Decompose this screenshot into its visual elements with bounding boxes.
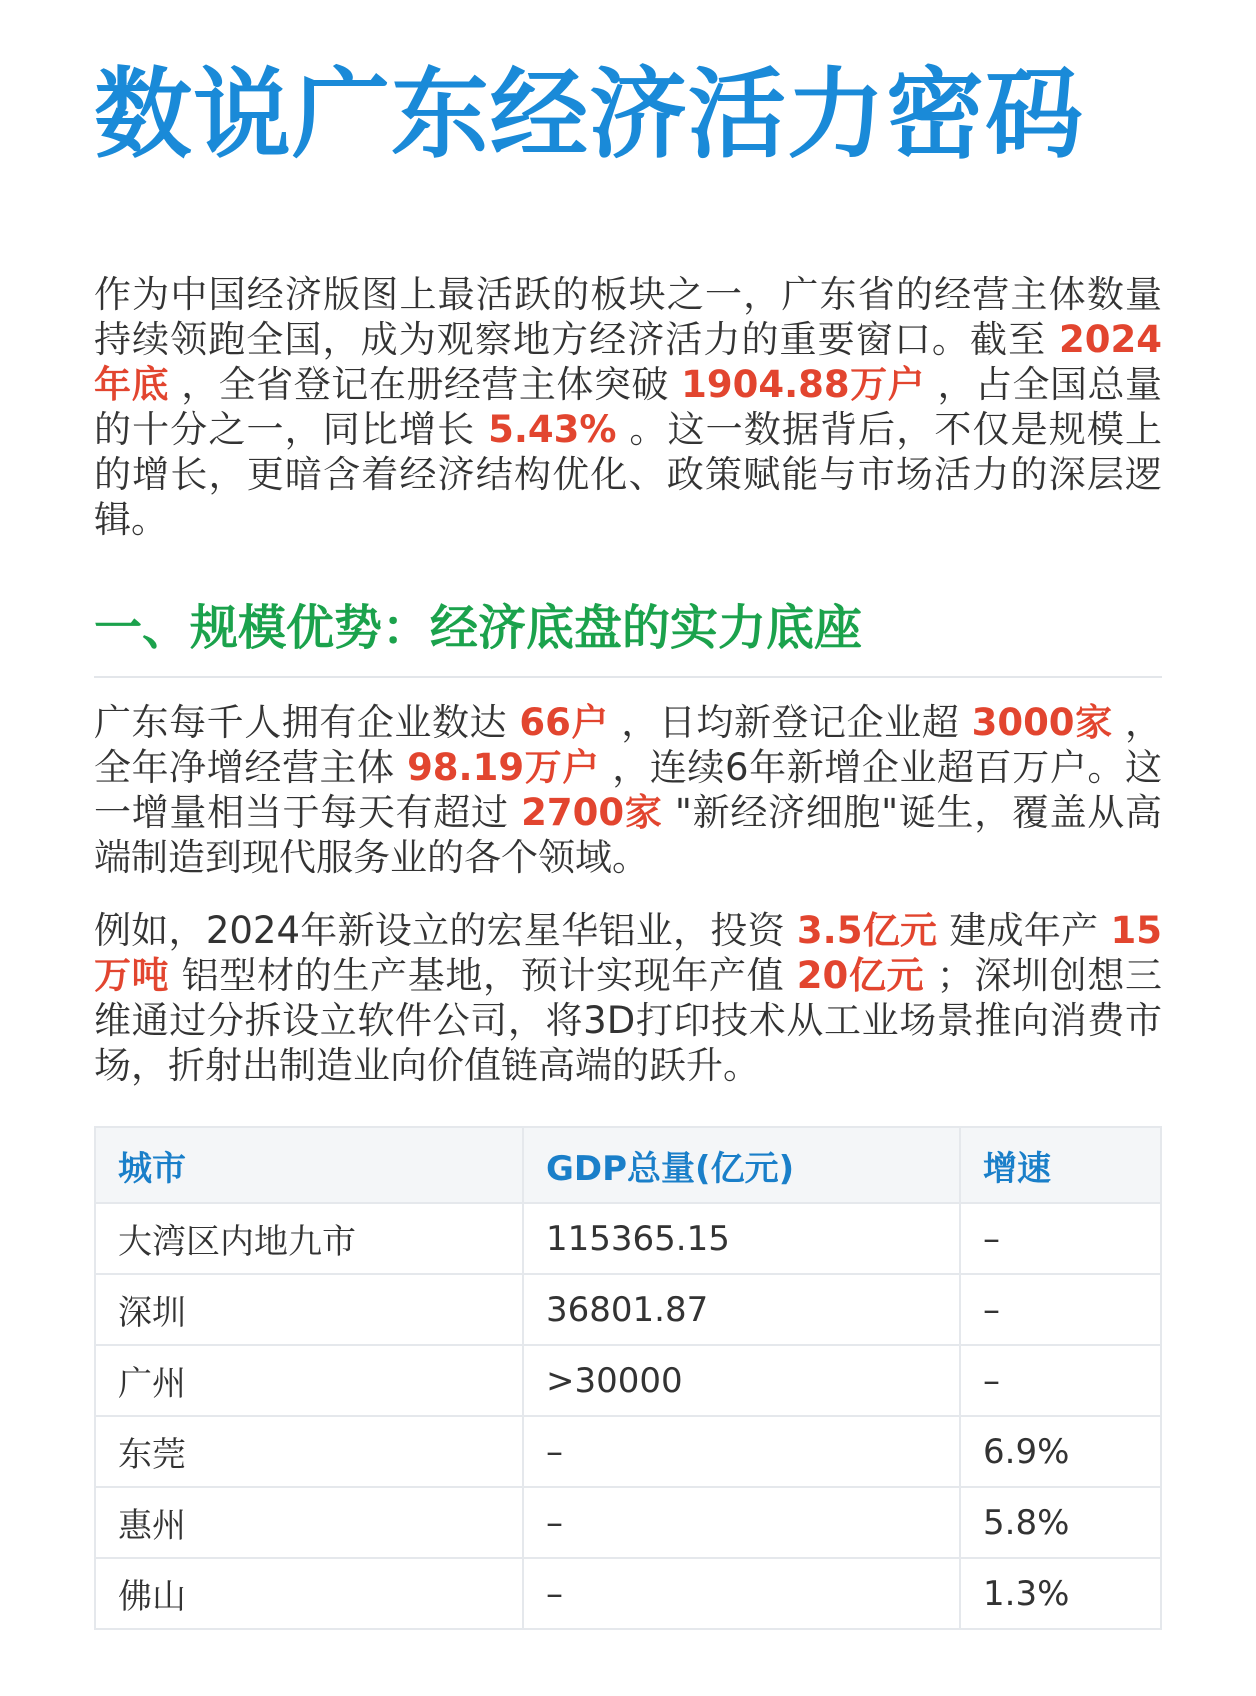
intro-text: ，全省登记在册经营主体突破 — [169, 363, 682, 406]
table-row — [95, 1416, 1161, 1487]
table-row — [95, 1345, 1161, 1416]
cell-gdp: – — [523, 1558, 960, 1629]
highlight-growth-rate: 5.43% — [488, 408, 617, 451]
intro-paragraph — [94, 272, 1162, 542]
highlight-value: 3000家 — [971, 701, 1113, 744]
paragraph-text: "新经济细胞"诞生，覆盖从高端制造到现代服务业的各个领域。 — [94, 791, 1162, 879]
table-row — [95, 1558, 1161, 1629]
paragraph-text: ，日均新登记企业超 — [608, 701, 972, 744]
cell-city: 深圳 — [95, 1274, 523, 1345]
cell-growth: – — [960, 1345, 1161, 1416]
cell-gdp: 115365.15 — [523, 1203, 960, 1274]
highlight-value: 3.5亿元 — [796, 909, 938, 952]
gdp-table — [94, 1126, 1162, 1630]
intro-text: ，占全国总量的十分之一，同比增长 — [94, 363, 1162, 451]
page-title: 数说广东经济活力密码 — [94, 58, 1085, 172]
table-row — [95, 1203, 1161, 1274]
paragraph-text: 建成年产 — [937, 909, 1111, 952]
highlight-value: 2700家 — [521, 791, 663, 834]
paragraph-text: 广东每千人拥有企业数达 — [94, 701, 520, 744]
section-divider — [94, 676, 1162, 678]
table-header-row — [95, 1127, 1161, 1203]
body-paragraph — [94, 700, 1162, 880]
intro-text: 。这一数据背后，不仅是规模上的增长，更暗含着经济结构优化、政策赋能与市场活力的深层逻辑。 — [94, 408, 1162, 541]
column-header-city: 城市 — [95, 1127, 523, 1203]
cell-gdp: – — [523, 1416, 960, 1487]
highlight-year: 2024年底 — [94, 318, 1162, 406]
table-row — [95, 1274, 1161, 1345]
cell-city: 佛山 — [95, 1558, 523, 1629]
intro-text: 作为中国经济版图上最活跃的板块之一，广东省的经营主体数量持续领跑全国，成为观察地方经济活力的重要窗口。截至 — [94, 273, 1162, 361]
highlight-value: 20亿元 — [796, 954, 925, 997]
cell-gdp: – — [523, 1487, 960, 1558]
paragraph-text: 例如，2024年新设立的宏星华铝业，投资 — [94, 909, 797, 952]
cell-city: 东莞 — [95, 1416, 523, 1487]
highlight-value: 98.19万户 — [407, 746, 600, 789]
highlight-value: 66户 — [519, 701, 609, 744]
cell-growth: 6.9% — [960, 1416, 1161, 1487]
paragraph-text: ，全年净增经营主体 — [94, 701, 1162, 789]
cell-city: 大湾区内地九市 — [95, 1203, 523, 1274]
section-title: 一、规模优势：经济底盘的实力底座 — [94, 600, 863, 656]
paragraph-text: 铝型材的生产基地，预计实现年产值 — [169, 954, 797, 997]
column-header-growth: 增速 — [960, 1127, 1161, 1203]
body-paragraph — [94, 908, 1162, 1088]
table-row — [95, 1487, 1161, 1558]
cell-city: 广州 — [95, 1345, 523, 1416]
highlight-value: 15万吨 — [94, 909, 1162, 997]
paragraph-text: ，连续6年新增企业超百万户。这一增量相当于每天有超过 — [94, 746, 1162, 834]
highlight-total-entities: 1904.88万户 — [681, 363, 926, 406]
cell-growth: – — [960, 1274, 1161, 1345]
paragraph-text: ；深圳创想三维通过分拆设立软件公司，将3D打印技术从工业场景推向消费市场，折射出制造业向价值链高端的跃升。 — [94, 954, 1162, 1087]
cell-growth: 1.3% — [960, 1558, 1161, 1629]
cell-gdp: >30000 — [523, 1345, 960, 1416]
cell-growth: – — [960, 1203, 1161, 1274]
column-header-gdp: GDP总量(亿元) — [523, 1127, 960, 1203]
cell-growth: 5.8% — [960, 1487, 1161, 1558]
cell-gdp: 36801.87 — [523, 1274, 960, 1345]
cell-city: 惠州 — [95, 1487, 523, 1558]
